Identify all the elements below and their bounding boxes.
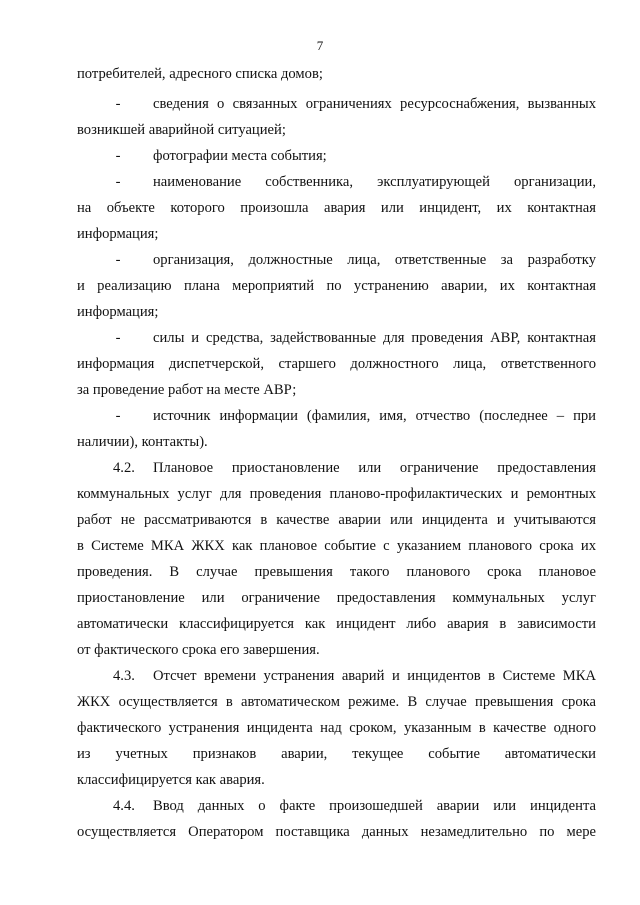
text-line: возникшей аварийной ситуацией; [77, 122, 286, 138]
paragraph-number: 4.4. [113, 798, 135, 814]
text-line: Ввод данных о факте произошедшей аварии или инцидента [153, 798, 596, 814]
text-line: силы и средства, задействованные для проведения АВР, контактная [153, 330, 596, 346]
text-line: наличии), контакты). [77, 434, 208, 450]
text-line: и реализацию плана мероприятий по устранению аварии, их контактная [77, 278, 596, 294]
text-line: информация; [77, 226, 159, 242]
text-line: фактического устранения инцидента над сроком, указанным в качестве одного [77, 720, 596, 736]
paragraph-number: 4.2. [113, 460, 135, 476]
text-line: классифицируется как авария. [77, 772, 265, 788]
text-line: Плановое приостановление или ограничение предоставления [153, 460, 596, 476]
text-line: источник информации (фамилия, имя, отчество (последнее – при [153, 408, 596, 424]
text-line: на объекте которого произошла авария или инцидент, их контактная [77, 200, 596, 216]
text-line: автоматически классифицируется как инцидент либо авария в зависимости [77, 616, 596, 632]
text-line: потребителей, адресного списка домов; [77, 66, 323, 82]
text-line: Отсчет времени устранения аварий и инцидентов в Системе МКА [153, 668, 596, 684]
text-line: из учетных признаков аварии, текущее событие автоматически [77, 746, 596, 762]
list-bullet: - [115, 174, 121, 190]
text-line: от фактического срока его завершения. [77, 642, 320, 658]
text-line: в Системе МКА ЖКХ как плановое событие с указанием планового срока их [77, 538, 596, 554]
list-bullet: - [115, 408, 121, 424]
text-line: организация, должностные лица, ответственные за разработку [153, 252, 596, 268]
paragraph-number: 4.3. [113, 668, 135, 684]
list-bullet: - [115, 330, 121, 346]
text-line: коммунальных услуг для проведения планово-профилактических и ремонтных [77, 486, 596, 502]
text-line: ЖКХ осуществляется в автоматическом режиме. В случае превышения срока [77, 694, 596, 710]
text-line: наименование собственника, эксплуатирующей организации, [153, 174, 596, 190]
list-bullet: - [115, 96, 121, 112]
text-line: информация; [77, 304, 159, 320]
text-line: проведения. В случае превышения такого планового срока плановое [77, 564, 596, 580]
text-line: осуществляется Оператором поставщика данных незамедлительно по мере [77, 824, 596, 840]
text-line: работ не рассматриваются в качестве аварии или инцидента и учитываются [77, 512, 596, 528]
text-line: фотографии места события; [153, 148, 327, 164]
list-bullet: - [115, 252, 121, 268]
text-line: приостановление или ограничение предоставления коммунальных услуг [77, 590, 596, 606]
text-line: сведения о связанных ограничениях ресурсоснабжения, вызванных [153, 96, 596, 112]
page-number: 7 [316, 38, 324, 53]
text-line: информация диспетчерской, старшего должностного лица, ответственного [77, 356, 596, 372]
text-line: за проведение работ на месте АВР; [77, 382, 297, 398]
list-bullet: - [115, 148, 121, 164]
